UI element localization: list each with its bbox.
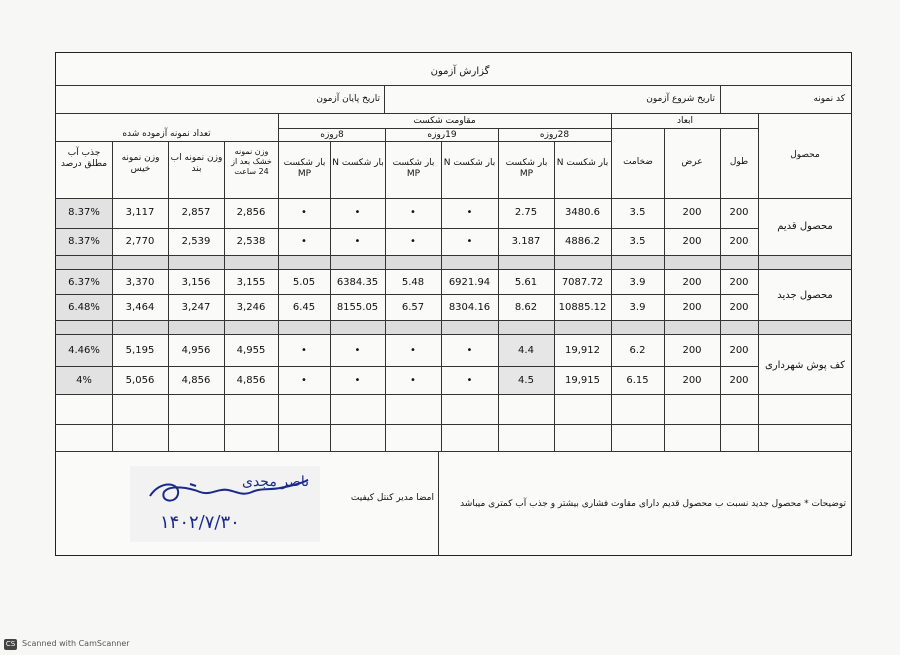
header-19-day: 19روزه [427, 130, 457, 140]
cell-thickness: 3.9 [629, 277, 646, 288]
divider [55, 269, 852, 270]
cell-load-n-28: 3480.6 [565, 207, 600, 218]
cell-dry-weight: 3,155 [236, 277, 266, 288]
divider [278, 128, 611, 129]
cell-width: 200 [682, 375, 702, 386]
cell-width: 200 [682, 236, 702, 247]
header-product: محصول [790, 150, 820, 160]
divider [278, 141, 611, 142]
cell-load-n-19: 8304.16 [448, 302, 491, 313]
cell-load-mp-28: 2.75 [514, 207, 538, 218]
divider [55, 451, 852, 452]
cell-wet-weight: 5,056 [125, 375, 155, 386]
divider [554, 141, 555, 198]
header-width: عرض [681, 157, 703, 167]
divider [55, 294, 758, 295]
cell-length: 200 [729, 345, 749, 356]
cell-drained-weight: 4,856 [181, 375, 211, 386]
divider [55, 366, 758, 367]
header-wet-weight: وزن نمونه خیس [121, 153, 160, 174]
divider [441, 141, 442, 198]
cell-load-n-19: • [466, 345, 473, 356]
cell-load-n-8: 6384.35 [336, 277, 379, 288]
sample-code-label: کد نمونه [813, 94, 845, 104]
header-load-mp-8: بار شکست MP [283, 158, 326, 179]
cell-wet-weight: 3,117 [125, 207, 155, 218]
cell-wet-weight: 3,370 [125, 277, 155, 288]
divider [55, 394, 852, 395]
divider [758, 198, 759, 451]
cell-drained-weight: 3,156 [181, 277, 211, 288]
cell-load-n-8: • [354, 345, 361, 356]
cell-drained-weight: 2,539 [181, 236, 211, 247]
header-8-day: 8روزه [320, 130, 344, 140]
header-drained-weight: وزن نمونه اب بند [170, 153, 223, 174]
cell-load-n-28: 7087.72 [561, 277, 604, 288]
cell-drained-weight: 2,857 [181, 207, 211, 218]
cell-absorption: 8.37% [68, 207, 100, 218]
cell-load-n-8: • [354, 207, 361, 218]
cell-load-mp-8: • [301, 375, 307, 386]
divider [438, 451, 439, 556]
cell-load-mp-19: 5.48 [401, 277, 425, 288]
divider [330, 141, 331, 198]
signature-label: امضا مدیر کنتل کیفیت [350, 493, 434, 503]
divider [168, 141, 169, 198]
divider [55, 424, 852, 425]
end-date-label: تاریخ پایان آزمون [316, 94, 380, 104]
cell-load-mp-8: • [301, 207, 307, 218]
cell-load-n-19: • [466, 375, 473, 386]
cell-dry-weight: 2,538 [236, 236, 266, 247]
divider [112, 141, 113, 198]
cell-thickness: 3.5 [629, 207, 646, 218]
cell-load-mp-19: • [410, 236, 416, 247]
header-load-n-28: بار شکست N [556, 158, 609, 168]
cell-load-n-28: 10885.12 [558, 302, 607, 313]
cell-load-mp-19: • [410, 375, 416, 386]
cell-load-n-8: 8155.05 [336, 302, 379, 313]
header-load-n-8: بار شکست N [332, 158, 384, 168]
divider [224, 141, 225, 198]
cell-load-n-8: • [354, 236, 361, 247]
cell-absorption: 8.37% [68, 236, 100, 247]
cell-load-mp-8: 6.45 [292, 302, 316, 313]
divider [55, 320, 852, 321]
cell-width: 200 [682, 207, 702, 218]
header-dry-weight: وزن نمونه خشک بعد از 24 ساعت [231, 147, 272, 176]
divider [758, 113, 759, 198]
cell-absorption: 6.37% [68, 277, 100, 288]
cell-load-mp-28: 4.5 [518, 375, 534, 386]
signature-date: ۱۴۰۲/۷/۳۰ [160, 512, 240, 533]
signature-image [130, 466, 320, 542]
cell-dry-weight: 4,955 [236, 345, 266, 356]
cell-load-n-28: 19,912 [565, 345, 600, 356]
cell-load-mp-28: 4.4 [518, 345, 534, 356]
cell-thickness: 3.5 [629, 236, 646, 247]
cell-width: 200 [682, 277, 702, 288]
cell-length: 200 [729, 375, 749, 386]
header-dimensions: ابعاد [676, 116, 694, 126]
signature-name: ناصر مجدی [242, 474, 310, 490]
notes-text: توضیحات * محصول جدید نسبت ب محصول قدیم دارای مقاوت فشاری بیشتر و جذب آب کمتری میباشد [460, 499, 846, 509]
header-load-n-19: بار شکست N [443, 158, 496, 168]
cell-load-mp-28: 3.187 [511, 236, 541, 247]
cell-dry-weight: 3,246 [236, 302, 266, 313]
cell-absorption: 6.48% [68, 302, 100, 313]
header-28-day: 28روزه [539, 130, 570, 140]
header-thickness: ضخامت [623, 157, 653, 167]
header-resistance: مقاومت شکست [413, 116, 476, 126]
header-length: طول [729, 157, 749, 167]
cell-load-n-8: • [354, 375, 361, 386]
divider [55, 198, 852, 199]
cell-wet-weight: 5,195 [125, 345, 155, 356]
header-load-mp-19: بار شکست MP [392, 158, 435, 179]
cell-length: 200 [729, 207, 749, 218]
cell-thickness: 3.9 [629, 302, 646, 313]
cell-load-n-19: • [466, 207, 473, 218]
cell-drained-weight: 4,956 [181, 345, 211, 356]
cell-load-mp-8: 5.05 [292, 277, 316, 288]
cell-absorption: 4% [76, 375, 92, 386]
cell-length: 200 [729, 236, 749, 247]
divider [384, 85, 385, 113]
divider [55, 228, 758, 229]
cell-load-n-19: • [466, 236, 473, 247]
cell-load-mp-8: • [301, 236, 307, 247]
divider [55, 141, 278, 142]
cell-load-mp-8: • [301, 345, 307, 356]
header-absorption: جذب آب مطلق درصد [60, 148, 108, 169]
start-date-label: تاریخ شروع آزمون [646, 94, 715, 104]
header-tested-count: تعداد نمونه آزموده شده [122, 129, 211, 139]
group-name-old-product: محصول قدیم [777, 221, 833, 232]
scanner-footer [0, 635, 900, 655]
divider [55, 85, 852, 86]
cell-thickness: 6.15 [626, 375, 649, 386]
camscanner-logo-icon: CS [5, 640, 16, 648]
cell-load-mp-28: 5.61 [514, 277, 538, 288]
cell-dry-weight: 4,856 [236, 375, 266, 386]
divider [611, 128, 758, 129]
cell-load-mp-19: • [410, 345, 416, 356]
cell-load-mp-28: 8.62 [514, 302, 538, 313]
group-name-new-product: محصول جدید [777, 290, 833, 301]
cell-load-n-19: 6921.94 [448, 277, 491, 288]
cell-absorption: 4.46% [68, 345, 100, 356]
report-title: گزارش آزمون [430, 66, 490, 77]
header-load-mp-28: بار شکست MP [505, 158, 548, 179]
group-separator [56, 320, 851, 334]
cell-load-mp-19: 6.57 [401, 302, 425, 313]
cell-width: 200 [682, 345, 702, 356]
cell-length: 200 [729, 302, 749, 313]
camscanner-text: Scanned with CamScanner [22, 639, 130, 648]
divider [55, 334, 852, 335]
cell-drained-weight: 3,247 [181, 302, 211, 313]
divider [720, 85, 721, 113]
divider [55, 255, 852, 256]
group-separator [56, 255, 851, 269]
cell-width: 200 [682, 302, 702, 313]
cell-load-n-28: 19,915 [565, 375, 600, 386]
cell-length: 200 [729, 277, 749, 288]
divider [55, 113, 852, 114]
cell-wet-weight: 2,770 [125, 236, 155, 247]
cell-dry-weight: 2,856 [236, 207, 266, 218]
cell-thickness: 6.2 [629, 345, 646, 356]
group-name-municipal-paver: کف پوش شهرداری [764, 360, 846, 371]
cell-load-mp-19: • [410, 207, 416, 218]
cell-wet-weight: 3,464 [125, 302, 155, 313]
cell-load-n-28: 4886.2 [565, 236, 600, 247]
